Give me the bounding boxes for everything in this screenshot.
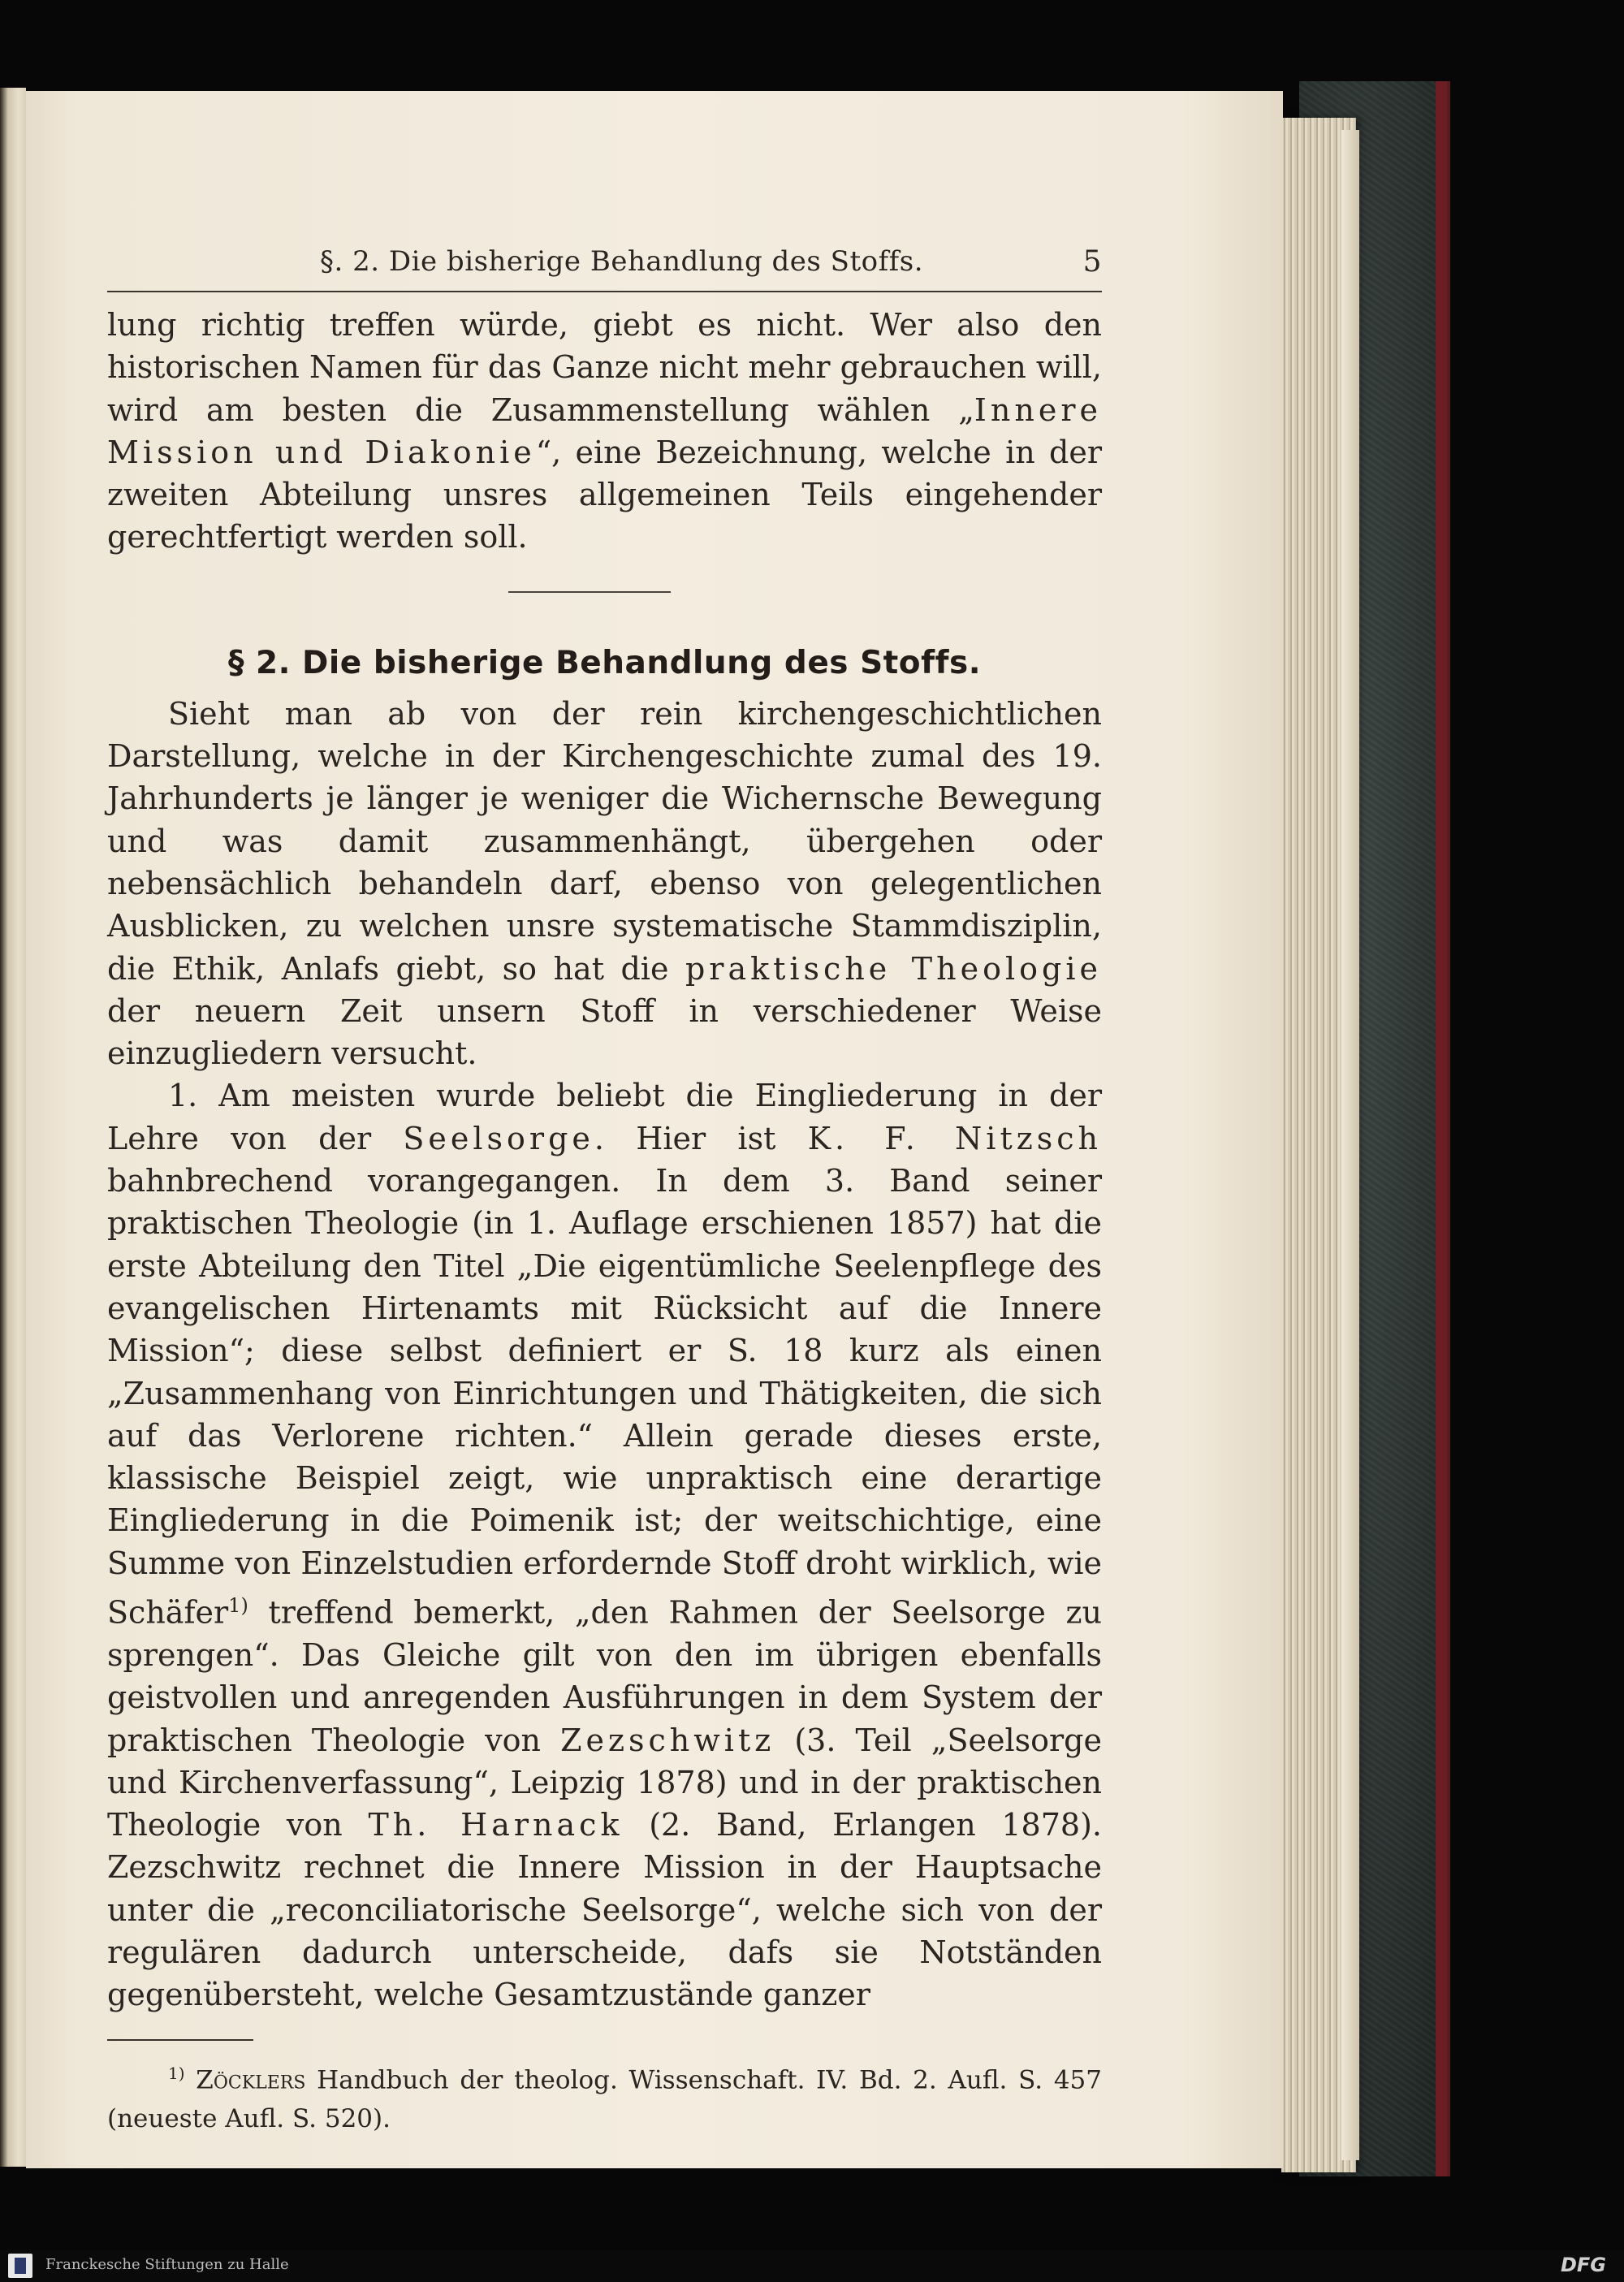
- author-nitzsch: K. F. Nitzsch: [807, 1120, 1103, 1156]
- paragraph-3-e: (3. Teil „Seelsorge und Kirchenverfassung“, Leipzig 1878) und in der praktischen Theologie von: [107, 1722, 1102, 1843]
- section-separator: [508, 591, 671, 593]
- term-seelsorge: Seelsorge: [403, 1120, 594, 1156]
- book-page: [26, 91, 1283, 2168]
- paragraph-intro-text: lung richtig treffen würde, giebt es nicht. Wer also den historischen Namen für das Ganze nicht mehr gebrauchen will, wird am besten die Zusammenstellung wählen „: [107, 307, 1102, 428]
- footnote-marker: 1): [168, 2063, 185, 2083]
- paragraph-intro: [107, 304, 1102, 559]
- paragraph-3-b: . Hier ist: [594, 1120, 808, 1156]
- running-head-title: §. 2. Die bisherige Behandlung des Stoffs.: [320, 245, 924, 278]
- paragraph-2-text: Sieht man ab von der rein kirchengeschichtlichen Darstellung, welche in der Kirchengeschichte zumal des 19. Jahrhunderts je länger je weniger die Wichernsche Bewegung und was damit zusammenhängt, übergehen oder nebensächlich behandeln darf, ebenso von gelegentlichen Ausblicken, zu welchen unsre systematische Stammdisziplin, die Ethik, Anlafs giebt, so hat die: [107, 695, 1102, 987]
- previous-page-edge: [0, 88, 26, 2167]
- footnote-reference: 1): [228, 1594, 248, 1618]
- paragraph-3: [107, 1074, 1102, 2016]
- footnote-author: Zöcklers: [196, 2064, 306, 2094]
- footnote: [107, 2054, 1102, 2138]
- footnote-text: Handbuch der theolog. Wissenschaft. IV. Bd. 2. Aufl. S. 457 (neueste Aufl. S. 520).: [107, 2064, 1103, 2133]
- institution-logo-icon[interactable]: [8, 2254, 32, 2278]
- paragraph-3-f: (2. Band, Erlangen 1878). Zezschwitz rechnet die Innere Mission in der Hauptsache unter die „reconciliatorische Seelsorge“, welche sich von der regulären dadurch unterscheide, dafs sie Notständen gegenübersteht, welche Gesamtzustände ganzer: [107, 1807, 1102, 2013]
- page-stack-inner: [1341, 130, 1359, 2160]
- term-innere-mission: Innere Mission und Diakonie: [107, 391, 1102, 470]
- cover-edge: [1436, 81, 1447, 2176]
- paragraph-3-d: treffend bemerkt, „den Rahmen der Seelsorge zu sprengen“. Das Gleiche gilt von den im übrigen ebenfalls geistvollen und anregenden Ausführungen in dem System der praktischen Theologie von: [107, 1594, 1102, 1758]
- page-content: [107, 245, 1102, 2138]
- author-zezschwitz: Zezschwitz: [560, 1722, 775, 1758]
- paragraph-3-a: 1. Am meisten wurde beliebt die Eingliederung in der Lehre von der: [107, 1078, 1102, 1156]
- term-praktische-theologie: praktische Theologie: [685, 950, 1102, 987]
- running-head: [107, 245, 1102, 291]
- institution-name[interactable]: Franckesche Stiftungen zu Halle: [45, 2256, 289, 2273]
- viewer-footer: [0, 2250, 1624, 2282]
- footnote-rule: [107, 2039, 253, 2041]
- section-heading: § 2. Die bisherige Behandlung des Stoffs.: [227, 644, 982, 681]
- dfg-logo[interactable]: DFG: [1560, 2254, 1606, 2276]
- paragraph-intro-end: “, eine Bezeichnung, welche in der zweiten Abteilung unsres allgemeinen Teils eingehender gerechtfertigt werden soll.: [107, 434, 1102, 555]
- header-rule: [107, 291, 1102, 292]
- paragraph-2: [107, 693, 1102, 1075]
- page-number: 5: [1082, 245, 1102, 279]
- paragraph-3-c: bahnbrechend vorangegangen. In dem 3. Band seiner praktischen Theologie (in 1. Auflage erschienen 1857) hat die erste Abteilung den Titel „Die eigentümliche Seelenpflege des evangelischen Hirtenamts mit Rücksicht auf die Innere Mission“; diese selbst definiert er S. 18 kurz als einen „Zusammenhang von Einrichtungen und Thätigkeiten, die sich auf das Verlorene richten.“ Allein gerade dieses erste, klassische Beispiel zeigt, wie unpraktisch eine derartige Eingliederung in die Poimenik ist; der weitschichtige, eine Summe von Einzelstudien erfordernde Stoff droht wirklich, wie Schäfer: [107, 1163, 1102, 1631]
- paragraph-2-end: der neuern Zeit unsern Stoff in verschiedener Weise einzugliedern versucht.: [107, 992, 1102, 1072]
- author-harnack: Th. Harnack: [368, 1807, 624, 1843]
